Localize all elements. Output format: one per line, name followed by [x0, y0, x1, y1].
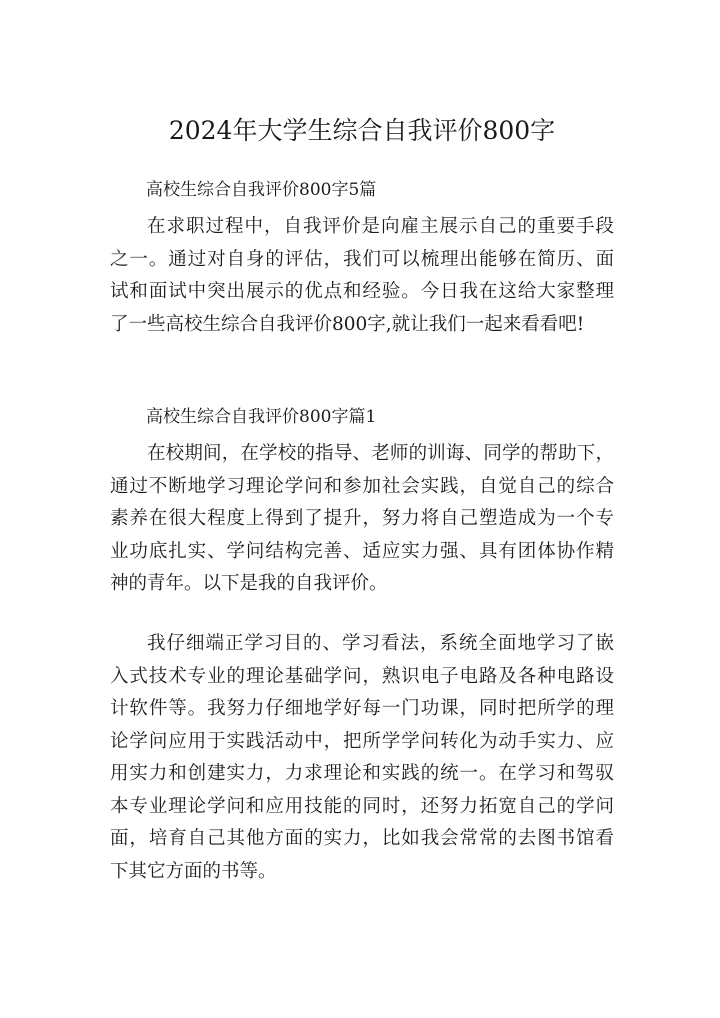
- paragraph-line: 论学问应用于实践活动中，把所学学问转化为动手实力、应: [110, 730, 614, 752]
- paragraph-line: 在校期间，在学校的指导、老师的训诲、同学的帮助下，: [147, 443, 614, 464]
- paragraph-line: 神的青年。以下是我的自我评价。: [110, 573, 388, 594]
- paragraph-line: 面，培育自己其他方面的实力，比如我会常常的去图书馆看: [110, 828, 614, 849]
- intro-paragraph: [110, 211, 614, 341]
- intro-line: 之一。通过对自身的评估，我们可以梳理出能够在简历、面: [110, 248, 614, 270]
- paragraph-line: 用实力和创建实力，力求理论和实践的统一。在学习和驾驭: [110, 763, 614, 784]
- intro-heading: 高校生综合自我评价800字5篇: [146, 180, 377, 200]
- paragraph-line: 我仔细端正学习目的、学习看法，系统全面地学习了嵌: [147, 633, 614, 654]
- section1-paragraph-1: [110, 438, 614, 601]
- intro-line: 在求职过程中，自我评价是向雇主展示自己的重要手段: [147, 216, 614, 237]
- intro-line: 了一些高校生综合自我评价800字,就让我们一起来看看吧!: [110, 313, 585, 335]
- paragraph-line: 素养在很大程度上得到了提升，努力将自己塑造成为一个专: [110, 508, 614, 529]
- intro-line: 试和面试中突出展示的优点和经验。今日我在这给大家整理: [110, 281, 614, 302]
- section1-heading: 高校生综合自我评价800字篇1: [146, 407, 377, 427]
- paragraph-line: 通过不断地学习理论学问和参加社会实践，自觉自己的综合: [110, 475, 614, 497]
- paragraph-line: 下其它方面的书等。: [110, 860, 277, 882]
- paragraph-line: 业功底扎实、学问结构完善、适应实力强、具有团体协作精: [110, 540, 614, 562]
- document-title: 2024年大学生综合自我评价800字: [168, 116, 556, 145]
- paragraph-line: 入式技术专业的理论基础学问，熟识电子电路及各种电路设: [110, 665, 614, 687]
- section1-paragraph-2: [110, 628, 614, 888]
- paragraph-line: 本专业理论学问和应用技能的同时，还努力拓宽自己的学问: [110, 795, 614, 817]
- paragraph-line: 计软件等。我努力仔细地学好每一门功课，同时把所学的理: [110, 698, 614, 719]
